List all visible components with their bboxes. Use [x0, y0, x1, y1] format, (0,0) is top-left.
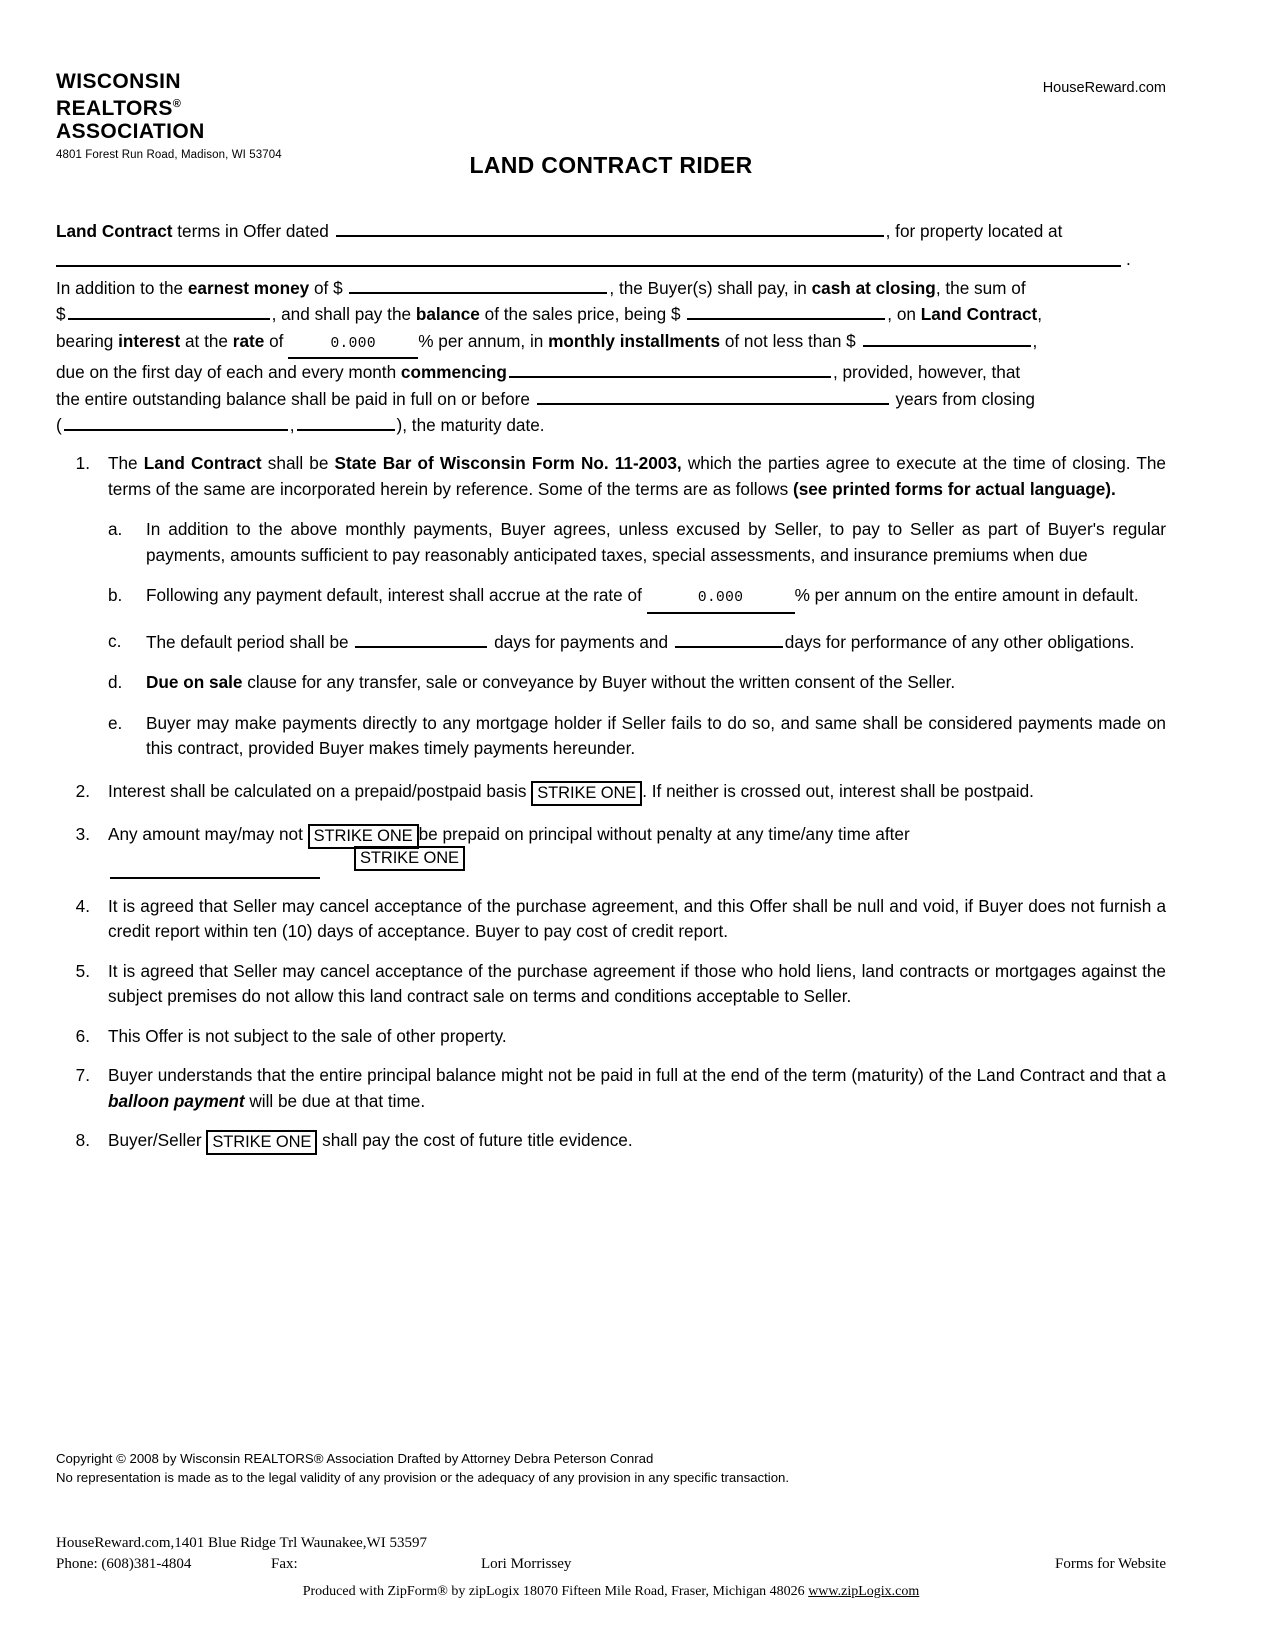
cash-at-closing-label: cash at closing: [811, 277, 936, 298]
item-number: 3.: [75, 823, 90, 844]
interest-label: interest: [118, 330, 181, 351]
item3-post: be prepaid on principal without penalty at any time/any time after: [418, 823, 910, 844]
strike-one-box[interactable]: STRIKE ONE: [206, 1130, 317, 1155]
brand-line-association: ASSOCIATION: [56, 120, 205, 143]
strike-one-box-2[interactable]: STRIKE ONE: [354, 846, 465, 871]
default-period-post: days for performance of any other obligations.: [784, 631, 1135, 652]
commencing-line: [56, 359, 1166, 386]
item-number: 1.: [75, 453, 90, 473]
subitem-text: Buyer may make payments directly to any mortgage holder if Seller fails to do so, and same shall be considered payments made on this contract, provided Buyer makes timely payments hereunder.: [146, 712, 1166, 758]
payoff-line: [56, 386, 1166, 413]
subitem-letter: e.: [108, 712, 123, 733]
item-text: It is agreed that Seller may cancel acceptance of the purchase agreement if those who hold liens, land contracts or mortgages against the subject premises do not allow this land contract sale on terms and conditions acceptable to Seller.: [108, 960, 1166, 1006]
footer-agent-name: Lori Morrissey: [481, 1556, 572, 1572]
default-interest-pre: Following any payment default, interest shall accrue at the rate of: [146, 585, 647, 605]
strike-one-box[interactable]: STRIKE ONE: [531, 781, 642, 806]
item-text: [108, 779, 1166, 805]
footer-contact-row: [56, 1554, 1166, 1575]
buyers-shall-pay-text: , the Buyer(s) shall pay, in: [609, 277, 812, 298]
list-item: [108, 583, 1166, 614]
offer-dated-text: terms in Offer dated: [172, 221, 334, 241]
balance-label: balance: [415, 304, 480, 324]
registered-trademark-icon: ®: [172, 98, 182, 110]
default-days-performance-blank[interactable]: [675, 629, 783, 648]
copyright-section: [56, 1449, 1166, 1487]
list-item: [56, 822, 1166, 874]
balance-amount-blank[interactable]: [687, 301, 885, 320]
commencing-date-blank[interactable]: [509, 359, 831, 378]
maturity-date-line: [56, 412, 1166, 439]
item8-post: shall pay the cost of future title evidence.: [317, 1130, 633, 1150]
list-item: [56, 959, 1166, 1010]
default-interest-post: % per annum on the entire amount in default.: [794, 585, 1139, 605]
comma-1: ,: [1037, 304, 1043, 324]
item-number: 7.: [75, 1065, 90, 1085]
default-period-pre: The default period shall be: [146, 631, 354, 652]
maturity-date-text: ), the maturity date.: [396, 415, 545, 435]
list-item: [56, 779, 1166, 805]
open-paren: (: [56, 415, 62, 435]
years-from-closing-text: years from closing: [890, 388, 1035, 409]
maturity-years-blank[interactable]: [64, 412, 288, 431]
due-on-sale-label: Due on sale: [146, 672, 243, 692]
comma-2: ,: [1032, 330, 1038, 351]
footer-fax: Fax:: [271, 1556, 298, 1572]
default-interest-rate-value[interactable]: 0.000: [647, 586, 795, 614]
item-text: [108, 451, 1166, 502]
strike-one-box[interactable]: STRIKE ONE: [308, 824, 419, 849]
default-period-mid: days for payments and: [489, 631, 673, 652]
copyright-line: Copyright © 2008 by Wisconsin REALTORS® Association Drafted by Attorney Debra Peterson Conrad: [56, 1451, 654, 1466]
numbered-items-list: [56, 437, 1166, 1154]
earnest-money-blank[interactable]: [349, 275, 607, 294]
maturity-months-blank[interactable]: [297, 412, 395, 431]
outstanding-balance-text: the entire outstanding balance shall be paid in full on or before: [56, 388, 535, 409]
item1-the: The: [108, 453, 144, 473]
intro-section: [56, 218, 1166, 439]
property-located-text: , for property located at: [885, 221, 1063, 241]
on-text: , on: [887, 304, 921, 324]
item-text: [108, 822, 1166, 874]
bearing-text: bearing: [56, 330, 119, 351]
in-addition-text: In addition to the: [56, 277, 188, 298]
brand-line-wisconsin: WISCONSIN: [56, 70, 181, 93]
list-item: [108, 670, 1166, 696]
footer-phone: Phone: (608)381-4804: [56, 1556, 192, 1572]
offer-date-line: [56, 218, 1166, 245]
commencing-label: commencing: [400, 362, 507, 382]
item-number: 8.: [75, 1130, 90, 1150]
subitem-text: [146, 629, 1166, 656]
item-number: 2.: [75, 780, 90, 801]
interest-rate-value[interactable]: 0.000: [288, 332, 418, 360]
item1-land-contract: Land Contract: [143, 453, 262, 473]
subitem-letter: c.: [108, 630, 122, 651]
item-text: [108, 1128, 1166, 1154]
list-item: [108, 711, 1166, 762]
subitem-letter: b.: [108, 585, 123, 605]
subitem-letter: d.: [108, 672, 123, 692]
not-less-than-text: of not less than $: [720, 330, 861, 351]
list-item: [108, 629, 1166, 656]
earnest-dollar-text: of $: [309, 277, 348, 298]
footer-forms-label: Forms for Website: [1054, 1556, 1166, 1572]
list-item: [56, 451, 1166, 502]
comma-3: ,: [289, 415, 295, 435]
rate-label: rate: [232, 330, 265, 351]
provided-however-text: , provided, however, that: [832, 362, 1021, 382]
item3-pre: Any amount may/may not: [108, 823, 308, 844]
sum-of-text: , the sum of: [935, 277, 1026, 298]
due-on-sale-body: clause for any transfer, sale or conveyance by Buyer without the written consent of the Seller.: [242, 672, 956, 692]
cash-dollar-sign: $: [56, 304, 66, 324]
item8-pre: Buyer/Seller: [108, 1130, 207, 1150]
ziplogix-link[interactable]: www.zipLogix.com: [808, 1584, 920, 1599]
association-address: 4801 Forest Run Road, Madison, WI 53704: [56, 149, 282, 161]
item1-shall-be: shall be: [261, 453, 335, 473]
subitem-text: [146, 670, 1166, 696]
page-footer: [56, 1533, 1166, 1602]
disclaimer-line: No representation is made as to the legal validity of any provision or the adequacy of any provision in any specific transaction.: [56, 1470, 790, 1485]
item1-see-printed: (see printed forms for actual language).: [792, 478, 1116, 499]
offer-date-blank[interactable]: [336, 218, 884, 237]
at-the-text: at the: [180, 330, 233, 351]
item-text: It is agreed that Seller may cancel acceptance of the purchase agreement, and this Offer shall be null and void, if Buyer does not furnish a credit report within ten (10) days of acceptance. Buyer to pay cost of credit report.: [108, 895, 1166, 941]
due-first-day-text: due on the first day of each and every month: [56, 362, 401, 382]
footer-address-row: [56, 1533, 1166, 1554]
item1-body: which the parties agree to execute at the time of closing. The terms of the same are incorporated herein by reference. Some of the terms are as follows: [108, 453, 1166, 499]
interest-rate-line: [56, 328, 1166, 360]
subitem-text: In addition to the above monthly payments, Buyer agrees, unless excused by Seller, to pay to Seller as part of Buyer's regular payments, amounts sufficient to pay reasonably anticipated taxes, special assessments, and insurance premiums when due: [146, 519, 1166, 565]
monthly-installments-label: monthly installments: [548, 330, 721, 351]
page-title: LAND CONTRACT RIDER: [469, 152, 753, 178]
site-reference: HouseReward.com: [1042, 80, 1166, 96]
earnest-money-line: [56, 275, 1166, 302]
item-number: 4.: [75, 895, 90, 916]
sales-price-text: of the sales price, being $: [479, 304, 686, 324]
list-item: [56, 1024, 1166, 1050]
payoff-date-blank[interactable]: [537, 386, 889, 405]
footer-produced-text: Produced with ZipForm® by zipLogix 18070 Fifteen Mile Road, Fraser, Michigan 48026: [302, 1584, 809, 1599]
item2-post: . If neither is crossed out, interest shall be postpaid.: [642, 780, 1034, 801]
footer-address: HouseReward.com,1401 Blue Ridge Trl Waunakee,WI 53597: [56, 1535, 427, 1551]
of-text: of: [264, 330, 289, 351]
item3-line1: [108, 822, 1166, 848]
per-annum-text: % per annum, in: [418, 330, 549, 351]
item2-pre: Interest shall be calculated on a prepaid/postpaid basis: [108, 780, 532, 801]
item3-line2: [108, 848, 1166, 874]
land-contract-label: Land Contract: [56, 221, 173, 241]
brand-realtors-text: REALTORS: [56, 97, 173, 120]
cash-at-closing-blank[interactable]: [68, 301, 270, 320]
item-number: 6.: [75, 1025, 90, 1046]
item-text: [108, 1063, 1166, 1114]
item-number: 5.: [75, 960, 90, 981]
footer-produced-row: [56, 1581, 1166, 1602]
default-days-payments-blank[interactable]: [355, 629, 487, 648]
and-shall-pay-text: , and shall pay the: [271, 304, 416, 324]
list-item: [56, 1128, 1166, 1154]
property-address-blank[interactable]: [56, 245, 1121, 267]
subitem-text: [146, 583, 1166, 614]
list-item: [56, 894, 1166, 945]
item-text: This Offer is not subject to the sale of other property.: [108, 1025, 507, 1046]
earnest-money-label: earnest money: [187, 277, 310, 298]
property-address-line: [56, 245, 1166, 275]
balance-line: [56, 301, 1166, 328]
balloon-payment-label: balloon payment: [108, 1090, 245, 1111]
property-address-period: .: [1126, 248, 1131, 269]
item7-pre: Buyer understands that the entire principal balance might not be paid in full at the end of the term (maturity) of the Land Contract and that a: [108, 1065, 1166, 1085]
installment-amount-blank[interactable]: [863, 328, 1031, 347]
association-logo: [56, 70, 476, 161]
subitem-letter: a.: [108, 519, 123, 539]
land-contract-label-2: Land Contract: [920, 304, 1038, 324]
list-item: [56, 1063, 1166, 1114]
item7-post: will be due at that time.: [244, 1090, 426, 1111]
item3-after-blank[interactable]: [110, 860, 320, 879]
list-item: [108, 517, 1166, 568]
brand-line-realtors: [56, 93, 476, 120]
item1-form-number: State Bar of Wisconsin Form No. 11-2003,: [334, 453, 682, 473]
